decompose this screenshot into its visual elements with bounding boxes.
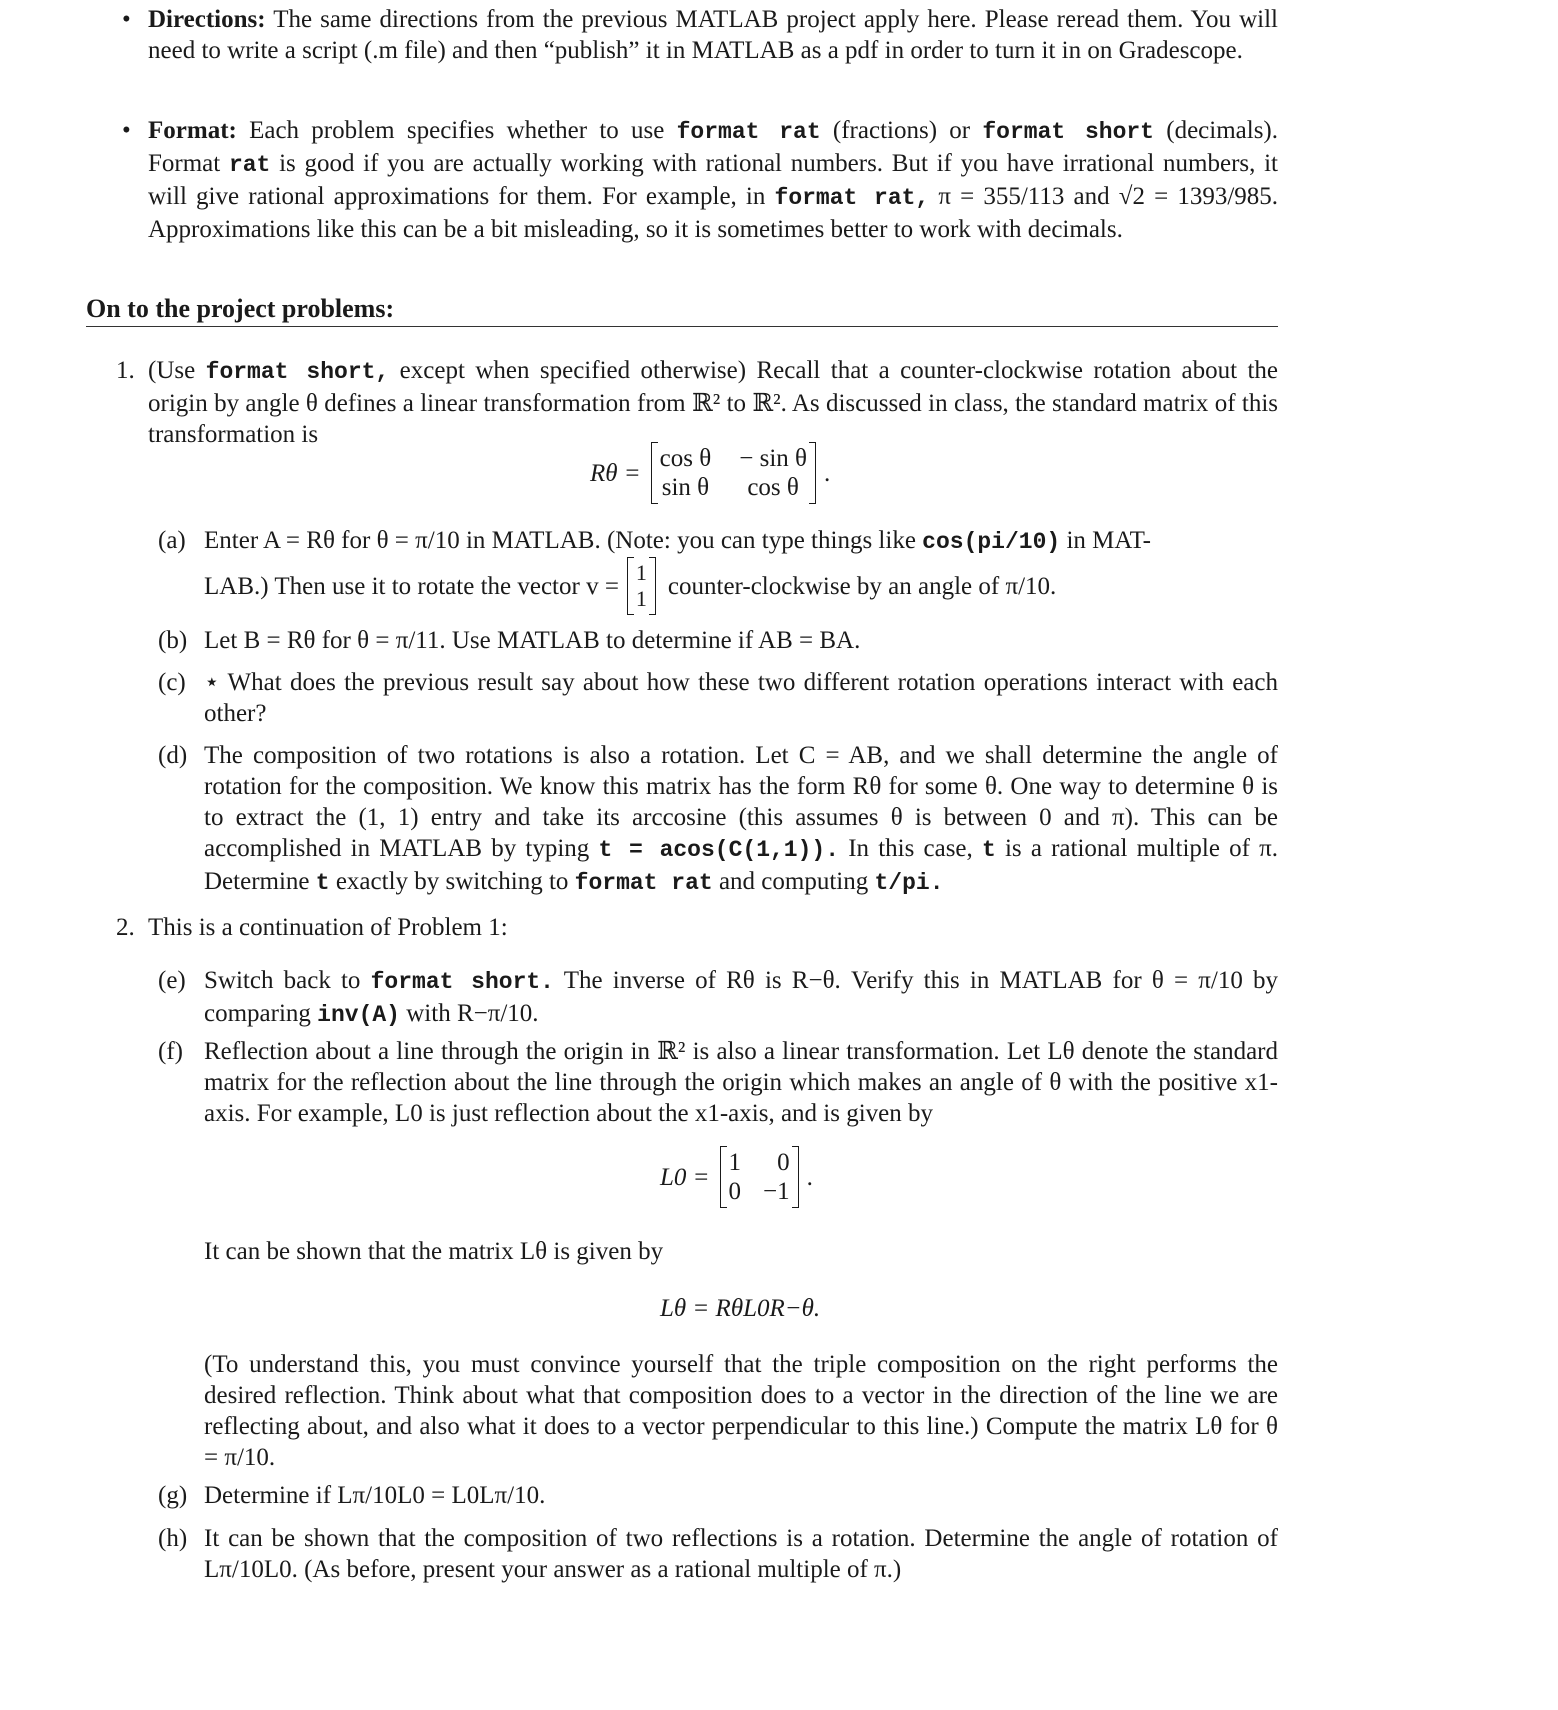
format-text: π = 355/113 and √2 = 1393/985. Approximations like this can be a bit misleading, so it is sometimes better to work with decimals. — [148, 183, 1279, 243]
matrix-cell: sin θ — [661, 474, 710, 501]
format-text: (decimals). Format — [148, 117, 1279, 177]
part-e-code: format short. — [370, 969, 554, 995]
part-d-code: t = acos(C(1,1)). — [598, 837, 840, 863]
format-code: format short — [982, 119, 1154, 145]
vector-bracket-left — [627, 557, 634, 615]
matrix-cell: −1 — [763, 1178, 790, 1205]
part-e-label: (e) — [158, 967, 186, 994]
vector-v — [634, 560, 649, 612]
bullet-marker: • — [122, 117, 131, 144]
format-text: is good if you are actually working with rational numbers. But if you have irrational numbers, it will give rational approximations for them. For example, in — [148, 150, 1279, 210]
format-text: Each problem specifies whether to use — [249, 117, 665, 144]
part-d-text: The composition of two rotations is also a rotation. Let C = AB, and we shall determine the angle of rotation for the composition. We know this matrix has the form Rθ for some θ. One way to determine θ is to extract the (1, 1) entry and take its arccosine (this assumes θ is between 0 and π). This can be accomplished in MATLAB by typing — [204, 742, 1278, 862]
part-b-label: (b) — [158, 627, 188, 654]
part-f-shown: It can be shown that the matrix Lθ is given by — [204, 1238, 664, 1265]
rotation-matrix — [658, 444, 809, 502]
format-code: format rat, — [774, 185, 930, 211]
part-d-text: In this case, — [848, 835, 973, 862]
format-heading: Format: — [148, 117, 237, 144]
part-d-text: and computing — [718, 868, 869, 895]
part-a-label: (a) — [158, 527, 186, 554]
part-a-code: cos(pi/10) — [922, 529, 1061, 555]
matrix-bracket-right — [809, 442, 816, 504]
part-d-text: is a rational multiple of π. Determine — [204, 835, 1279, 895]
part-f-text: Reflection about a line through the origin in ℝ² is also a linear transformation. Let Lθ denote the standard matrix for the reflection about the line through the origin which makes an angle of θ with the positive x1-axis. For example, L0 is just reflection about the x1-axis, and is given by — [204, 1038, 1278, 1127]
part-c-text: ⋆ What does the previous result say about how these two different rotation operations interact with each other? — [204, 669, 1278, 727]
part-a-text: LAB.) Then use it to rotate the vector v = — [204, 572, 619, 600]
part-d-code: t — [981, 837, 996, 863]
reflection-equation: Lθ = RθL0R−θ. — [660, 1295, 821, 1322]
matrix-bracket-left — [720, 1146, 727, 1208]
problem-1-text: (Use — [148, 357, 196, 384]
part-d-code: format rat — [574, 870, 713, 896]
part-e-text: Switch back to — [204, 967, 361, 994]
directions-heading: Directions: — [148, 6, 266, 33]
vector-entry: 1 — [635, 560, 647, 585]
format-code: rat — [228, 152, 271, 178]
problem-1-code: format short, — [205, 359, 390, 385]
problem-2-intro: This is a continuation of Problem 1: — [148, 914, 508, 941]
format-code: format rat — [676, 119, 821, 145]
problem-1-number: 1. — [116, 357, 135, 384]
section-divider — [86, 326, 1278, 327]
part-g-text: Determine if Lπ/10L0 = L0Lπ/10. — [204, 1482, 546, 1509]
part-d-code: t/pi. — [874, 870, 944, 896]
part-a-text: counter-clockwise by an angle of π/10. — [667, 572, 1057, 600]
part-d-code: t — [315, 870, 330, 896]
matrix-cell: 0 — [728, 1178, 742, 1205]
directions-text: The same directions from the previous MATLAB project apply here. Please reread them. You will need to write a script (.m file) and then “publish” it in MATLAB as a pdf in order to turn it in on Gradescope. — [148, 6, 1278, 64]
matrix-lhs: Rθ = — [590, 459, 641, 487]
part-e-text: with R−π/10. — [406, 1000, 539, 1027]
matrix-cell: 1 — [728, 1149, 742, 1176]
matrix-end: . — [823, 459, 831, 487]
part-h-text: It can be shown that the composition of two reflections is a rotation. Determine the angle of rotation of Lπ/10L0. (As before, present your answer as a rational multiple of π.) — [204, 1525, 1278, 1583]
format-bullet — [148, 115, 1278, 245]
matrix-lhs: L0 = — [660, 1163, 710, 1191]
vector-bracket-right — [649, 557, 656, 615]
part-e-code: inv(A) — [317, 1002, 400, 1028]
matrix-bracket-left — [651, 442, 658, 504]
directions-bullet — [148, 4, 1278, 66]
part-h-label: (h) — [158, 1525, 188, 1552]
part-g-label: (g) — [158, 1482, 188, 1509]
problem-1-intro — [148, 355, 1278, 450]
reflection-matrix-display — [660, 1146, 813, 1208]
vector-entry: 1 — [635, 586, 647, 611]
part-d-text: exactly by switching to — [335, 868, 569, 895]
part-a-line1 — [204, 525, 1278, 558]
part-f-paren: (To understand this, you must convince yourself that the triple composition on the right performs the desired reflection. Think about what that composition does to a vector in the direction of the line we are reflecting about, and also what it does to a vector perpendicular to this line.) Compute the matrix Lθ for θ = π/10. — [204, 1351, 1278, 1471]
reflection-matrix — [727, 1148, 792, 1206]
bullet-marker: • — [122, 6, 131, 33]
part-b-text: Let B = Rθ for θ = π/11. Use MATLAB to determine if AB = BA. — [204, 627, 861, 654]
format-text: (fractions) or — [832, 117, 971, 144]
matrix-end: . — [806, 1163, 813, 1191]
matrix-cell: cos θ — [659, 445, 712, 472]
part-f-label: (f) — [158, 1038, 183, 1065]
rotation-matrix-display — [590, 442, 830, 504]
part-a-line2 — [204, 555, 1056, 617]
part-d-label: (d) — [158, 742, 188, 769]
part-a-text: Enter A = Rθ for θ = π/10 in MATLAB. (Note: you can type things like — [204, 527, 916, 554]
part-d-body — [204, 740, 1278, 899]
part-e-text: The inverse of Rθ is R−θ. Verify this in MATLAB for θ = π/10 by comparing — [204, 967, 1278, 1027]
matrix-cell: cos θ — [747, 474, 799, 501]
problem-2-number: 2. — [116, 914, 135, 941]
section-heading: On to the project problems: — [86, 294, 395, 323]
matrix-cell: − sin θ — [739, 445, 807, 472]
problem-1-text: except when specified otherwise) Recall that a counter-clockwise rotation about the origin by angle θ defines a linear transformation from ℝ² to ℝ². As discussed in class, the standard matrix of this transformation is — [148, 357, 1279, 448]
part-a-text: in MAT- — [1066, 527, 1151, 554]
matrix-cell: 0 — [777, 1149, 790, 1176]
part-c-label: (c) — [158, 669, 186, 696]
matrix-bracket-right — [792, 1146, 799, 1208]
part-e-body — [204, 965, 1278, 1031]
